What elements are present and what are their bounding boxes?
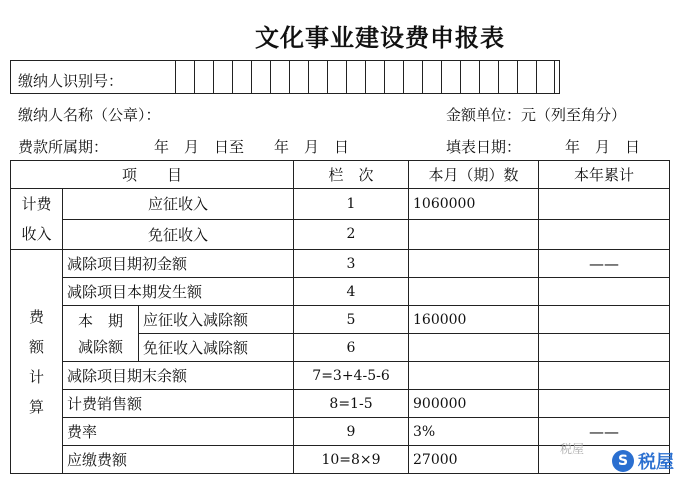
id-digit-box[interactable] [384, 60, 403, 94]
row-label: 减除项目期末余额 [63, 362, 294, 390]
table-row [11, 219, 670, 250]
row-year[interactable] [539, 278, 670, 306]
id-digit-box[interactable] [536, 60, 555, 94]
id-digit-box[interactable] [517, 60, 536, 94]
id-digit-box[interactable] [175, 60, 194, 94]
row-label: 减除项目期初金额 [63, 250, 294, 278]
row-label: 应缴费额 [63, 446, 294, 474]
id-digit-box[interactable] [365, 60, 384, 94]
row-col: 3 [294, 250, 409, 278]
table-row [11, 306, 670, 334]
header-col: 栏 次 [294, 161, 409, 189]
table-row [11, 250, 670, 278]
logo-s-icon: S [612, 450, 634, 472]
header-item: 项 目 [11, 161, 294, 189]
row-col: 7=3+4-5-6 [294, 362, 409, 390]
table-row [11, 189, 670, 220]
id-digit-box[interactable] [327, 60, 346, 94]
taxpayer-id-cells[interactable] [175, 60, 555, 94]
watermark-text: 税屋 [560, 442, 585, 456]
subgroup-deduction: 本 期 减除额 [63, 306, 139, 362]
row-year[interactable] [539, 219, 670, 250]
group-income: 计费 收入 [11, 189, 63, 250]
row-col: 4 [294, 278, 409, 306]
id-digit-box[interactable] [270, 60, 289, 94]
row-label: 免征收入 [63, 219, 294, 250]
table-row [11, 390, 670, 418]
header-row [11, 161, 670, 189]
taxpayer-name-label: 缴纳人名称（公章）： [18, 106, 161, 124]
id-digit-box[interactable] [308, 60, 327, 94]
row-year[interactable] [539, 189, 670, 220]
row-year[interactable] [539, 334, 670, 362]
row-col: 5 [294, 306, 409, 334]
row-month[interactable] [409, 334, 539, 362]
row-col: 6 [294, 334, 409, 362]
row-label: 免征收入减除额 [139, 334, 294, 362]
fill-date-value: 年 月 日 [565, 138, 641, 156]
table-row [11, 362, 670, 390]
row-label: 费率 [63, 418, 294, 446]
amount-unit-label: 金额单位：元（列至角分） [446, 106, 627, 124]
row-month[interactable] [409, 278, 539, 306]
period-label: 费款所属期： [18, 138, 109, 156]
header-month: 本月（期）数 [409, 161, 539, 189]
row-month[interactable]: 27000 [409, 446, 539, 474]
id-digit-box[interactable] [422, 60, 441, 94]
id-digit-box[interactable] [194, 60, 213, 94]
period-value: 年 月 日至 年 月 日 [154, 138, 350, 156]
form-title: 文化事业建设费申报表 [255, 23, 505, 52]
row-year[interactable] [539, 306, 670, 334]
row-label: 应征收入 [63, 189, 294, 220]
taxpayer-id-label: 缴纳人识别号： [18, 72, 124, 90]
row-year[interactable]: —— [539, 250, 670, 278]
logo-text: 税屋 [638, 452, 674, 473]
row-month[interactable]: 160000 [409, 306, 539, 334]
id-digit-box[interactable] [479, 60, 498, 94]
row-year[interactable] [539, 362, 670, 390]
id-digit-box[interactable] [346, 60, 365, 94]
row-month[interactable] [409, 250, 539, 278]
header-year: 本年累计 [539, 161, 670, 189]
table-row [11, 278, 670, 306]
id-digit-box[interactable] [403, 60, 422, 94]
row-month[interactable]: 1060000 [409, 189, 539, 220]
row-col: 8=1-5 [294, 390, 409, 418]
id-digit-box[interactable] [441, 60, 460, 94]
declaration-table [10, 160, 670, 474]
id-digit-box[interactable] [232, 60, 251, 94]
row-label: 应征收入减除额 [139, 306, 294, 334]
row-month[interactable]: 900000 [409, 390, 539, 418]
id-digit-box[interactable] [498, 60, 517, 94]
row-month[interactable]: 3% [409, 418, 539, 446]
row-col: 1 [294, 189, 409, 220]
group-fee-calc: 费 额 计 算 [11, 250, 63, 474]
id-digit-box[interactable] [213, 60, 232, 94]
id-digit-box[interactable] [251, 60, 270, 94]
row-year[interactable] [539, 390, 670, 418]
row-col: 2 [294, 219, 409, 250]
row-label: 计费销售额 [63, 390, 294, 418]
row-month[interactable] [409, 219, 539, 250]
row-col: 10=8×9 [294, 446, 409, 474]
row-label: 减除项目本期发生额 [63, 278, 294, 306]
id-digit-box[interactable] [289, 60, 308, 94]
fill-date-label: 填表日期： [446, 138, 522, 156]
site-logo [612, 448, 674, 474]
row-month[interactable] [409, 362, 539, 390]
id-digit-box[interactable] [460, 60, 479, 94]
row-year[interactable]: —— [539, 418, 670, 446]
row-col: 9 [294, 418, 409, 446]
